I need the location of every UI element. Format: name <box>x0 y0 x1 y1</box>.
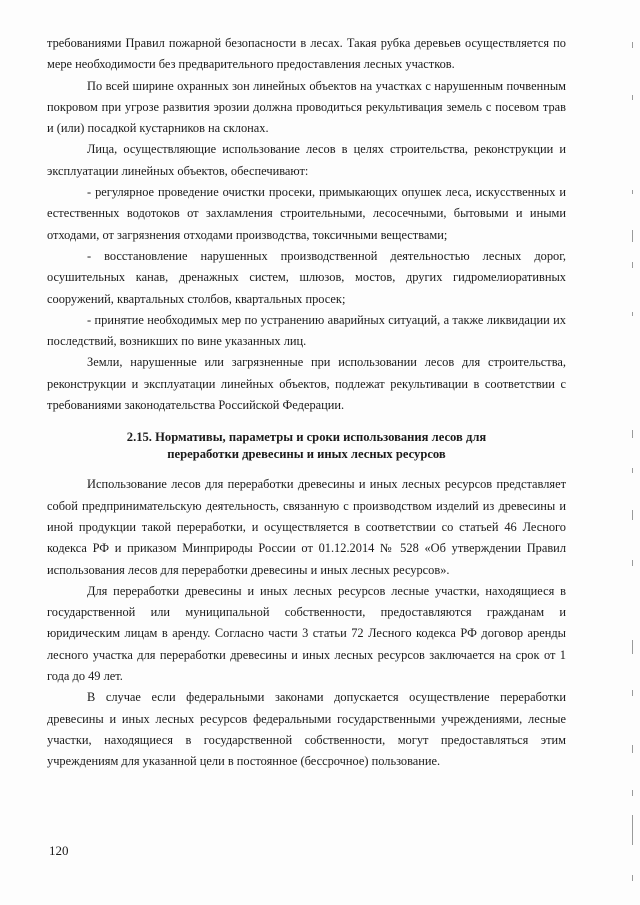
paragraph-recultivation: По всей ширине охранных зон линейных объектов на участках с нарушенным почвенным покровом при угрозе развития эрозии должна проводиться рекультивация земель с посевом трав и (или) посадкой кустарников на склонах. <box>47 78 566 136</box>
paragraph-continuation: требованиями Правил пожарной безопасности в лесах. Такая рубка деревьев осуществляется по мере необходимости без предварительного предоставления лесных участков. <box>47 36 566 72</box>
section-heading <box>47 429 566 463</box>
document-page <box>47 33 566 773</box>
list-item-emergency: - принятие необходимых мер по устранению аварийных ситуаций, а также ликвидации их последствий, возникших по вине указанных лиц. <box>47 312 566 349</box>
section-heading-line-1: 2.15. Нормативы, параметры и сроки использования лесов для <box>126 430 487 445</box>
paragraph-disturbed-lands: Земли, нарушенные или загрязненные при использовании лесов для строительства, реконструкции и эксплуатации линейных объектов, подлежат рекультивации в соответствии с требованиями законодательства Российской Федерации. <box>47 355 566 413</box>
paragraph-federal-institutions: В случае если федеральными законами допускается осуществление переработки древесины и иных лесных ресурсов федеральными государственными учреждениями, лесные участки, находящиеся в государственной собственности, могут предоставляться этим учреждениям для указанной цели в постоянное (бессрочное) пользование. <box>47 690 566 769</box>
list-item-clearing: - регулярное проведение очистки просеки, примыкающих опушек леса, искусственных и естественных водотоков от захламления строительными, лесосечными, бытовыми и иными отходами, от загрязнения отходами производства, токсичными веществами; <box>47 185 566 242</box>
paragraph-entrepreneurial-activity: Использование лесов для переработки древесины и иных лесных ресурсов представляет собой предпринимательскую деятельность, связанную с производством изделий из древесины и иной продукции такой переработки, и осуществляется в соответствии со статьей 46 Лесного кодекса РФ и приказом Минприроды России от 01.12.2014 № 528 «Об утверждении Правил использования лесов для переработки древесины и иных лесных ресурсов». <box>47 477 566 577</box>
paragraph-obligations-intro: Лица, осуществляющие использование лесов в целях строительства, реконструкции и эксплуатации линейных объектов, обеспечивают: <box>47 142 566 178</box>
scan-margin-marks <box>612 0 640 905</box>
list-item-restoration: - восстановление нарушенных производственной деятельностью лесных дорог, осушительных канав, дренажных систем, шлюзов, мостов, других гидромелиоративных сооружений, квартальных столбов, квартальных просек; <box>47 248 566 306</box>
section-heading-line-2: переработки древесины и иных лесных ресурсов <box>167 447 446 462</box>
page-number: 120 <box>49 843 69 858</box>
paragraph-lease-terms: Для переработки древесины и иных лесных ресурсов лесные участки, находящиеся в государственной или муниципальной собственности, предоставляются гражданам и юридическим лицам в аренду. Согласно части 3 статьи 72 Лесного кодекса РФ договор аренды лесного участка для переработки древесины и иных лесных ресурсов заключается на срок от 1 года до 49 лет. <box>47 583 566 684</box>
